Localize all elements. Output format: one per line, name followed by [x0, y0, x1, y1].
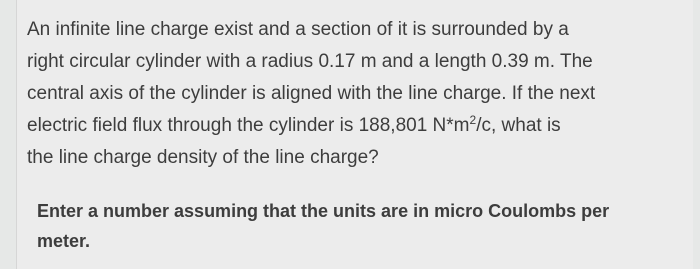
question-line: central axis of the cylinder is aligned with the line charge. If the next	[27, 83, 596, 104]
flux-value-text: electric field flux through the cylinder is 188,801 N*m	[27, 115, 470, 136]
flux-tail-text: /c, what is	[476, 115, 561, 136]
question-line: An infinite line charge exist and a section of it is surrounded by a	[27, 19, 569, 40]
answer-instruction	[37, 196, 677, 256]
question-card	[16, 0, 693, 269]
question-line: the line charge density of the line charge?	[27, 147, 379, 168]
instruction-line: meter.	[37, 231, 91, 251]
instruction-line: Enter a number assuming that the units are in micro Coulombs per	[37, 201, 610, 221]
question-text	[27, 14, 687, 174]
question-line	[27, 110, 687, 142]
flux-exponent: 2	[469, 113, 477, 127]
question-line: right circular cylinder with a radius 0.17 m and a length 0.39 m. The	[27, 51, 593, 72]
